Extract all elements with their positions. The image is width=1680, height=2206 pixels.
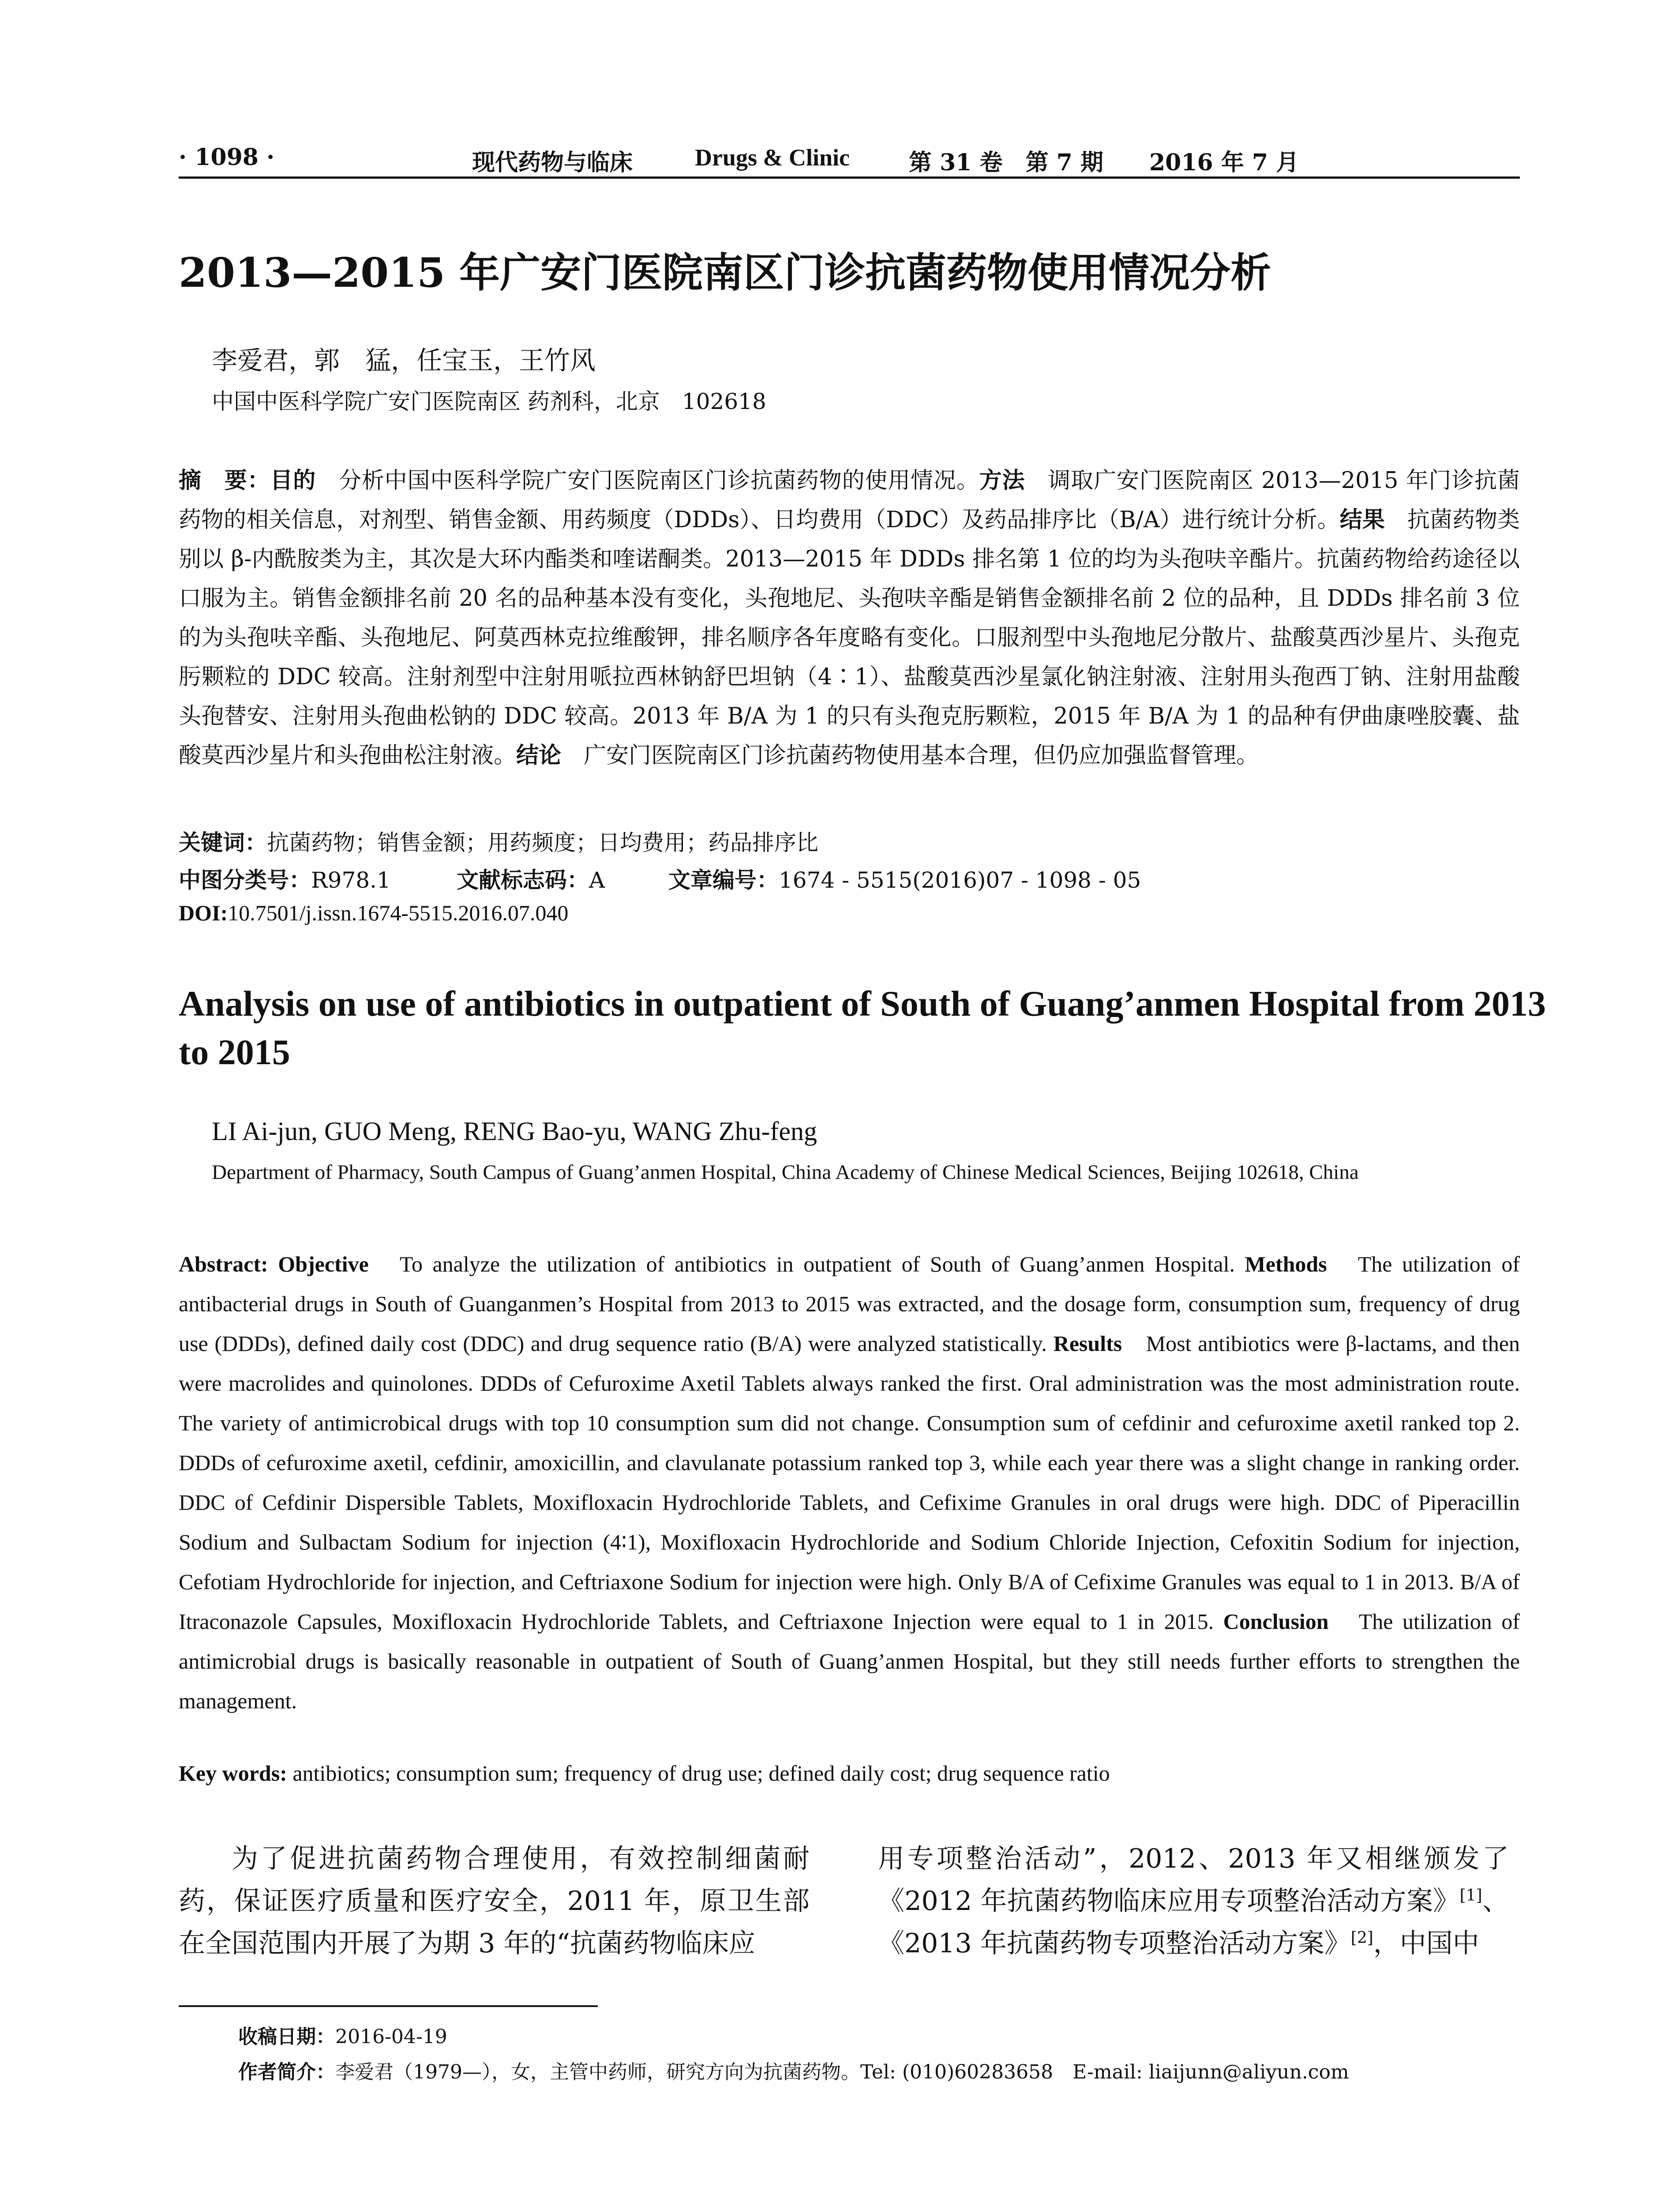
classification-line bbox=[179, 863, 1141, 894]
body-right-text-3: ，中国中 bbox=[1373, 1928, 1479, 1959]
keywords-cn bbox=[179, 825, 818, 857]
body-column-right bbox=[878, 1838, 1509, 1965]
results-text-en: Most antibiotics were β-lactams, and then were macrolides and quinolones. DDDs of Cefuroxime Axetil Tablets always ranked the first. Oral administration was the most administration route. The variety of antimicrobical drugs with top 10 consumption sum did not change. Consumption sum of cefdinir and cefuroxime axetil ranked top 2. DDDs of cefuroxime axetil, cefdinir, amoxicillin, and clavulanate potassium ranked top 3, while each year there was a slight change in ranking order. DDC of Cefdinir Dispersible Tablets, Moxifloxacin Hydrochloride Tablets, and Cefixime Granules in oral drugs were high. DDC of Piperacillin Sodium and Sulbactam Sodium for injection (4∶1), Moxifloxacin Hydrochloride and Sodium Chloride Injection, Cefoxitin Sodium for injection, Cefotiam Hydrochloride for injection, and Ceftriaxone Sodium for injection were high. Only B/A of Cefixime Granules was equal to 1 in 2013. B/A of Itraconazole Capsules, Moxifloxacin Hydrochloride Tablets, and Ceftriaxone Injection were equal to 1 in 2015. bbox=[179, 1331, 1520, 1634]
methods-text-en: The utilization of antibacterial drugs in South of Guanganmen’s Hospital from 2013 to 2015 was extracted, and the dosage form, consumption sum, frequency of drug use (DDDs), defined daily cost (DDC) and drug sequence ratio (B/A) were analyzed statistically. bbox=[179, 1252, 1520, 1356]
abstract-label-en: Abstract: bbox=[179, 1252, 268, 1276]
footnote-received bbox=[238, 2021, 447, 2049]
keywords-label-cn: 关键词： bbox=[179, 829, 267, 855]
doc-code-label: 文献标志码： bbox=[457, 867, 589, 893]
doi-line bbox=[179, 900, 568, 926]
authors-en: LI Ai-jun, GUO Meng, RENG Bao-yu, WANG Zhu-feng bbox=[212, 1117, 818, 1146]
title-cn: 2013—2015 年广安门医院南区门诊抗菌药物使用情况分析 bbox=[179, 249, 1271, 296]
keywords-en bbox=[179, 1760, 1110, 1786]
doc-code-value: A bbox=[589, 867, 605, 893]
citation-2[interactable]: [2] bbox=[1350, 1929, 1373, 1947]
results-label-en: Results bbox=[1053, 1331, 1122, 1356]
clc-label: 中图分类号： bbox=[179, 867, 311, 893]
received-label: 收稿日期： bbox=[238, 2026, 335, 2048]
citation-1[interactable]: [1] bbox=[1459, 1887, 1482, 1905]
abstract-cn bbox=[179, 461, 1520, 775]
issue-date: 2016 年 7 月 bbox=[1149, 149, 1299, 176]
results-text-cn: 抗菌药物类别以 β-内酰胺类为主，其次是大环内酯类和喹诺酮类。2013—2015 年 DDDs 排名第 1 位的均为头孢呋辛酯片。抗菌药物给药途径以口服为主。销售金额排名前 20 名的品种基本没有变化，头孢地尼、头孢呋辛酯是销售金额排名前 2 位的品种，且 DDDs 排名前 3 位的为头孢呋辛酯、头孢地尼、阿莫西林克拉维酸钾，排名顺序各年度略有变化。口服剂型中头孢地尼分散片、盐酸莫西沙星片、头孢克肟颗粒的 DDC 较高。注射剂型中注射用哌拉西林钠舒巴坦钠（4∶1）、盐酸莫西沙星氯化钠注射液、注射用头孢西丁钠、注射用盐酸头孢替安、注射用头孢曲松钠的 DDC 较高。2013 年 B/A 为 1 的只有头孢克肟颗粒，2015 年 B/A 为 1 的品种有伊曲康唑胶囊、盐酸莫西沙星片和头孢曲松注射液。 bbox=[179, 507, 1520, 769]
conclusion-label-cn: 结论 bbox=[516, 742, 562, 769]
doi-value[interactable]: 10.7501/j.issn.1674-5515.2016.07.040 bbox=[228, 900, 569, 925]
authors-cn: 李爱君，郭 猛，任宝玉，王竹风 bbox=[212, 345, 596, 375]
objective-text-cn: 分析中国中医科学院广安门医院南区门诊抗菌药物的使用情况。 bbox=[316, 468, 979, 494]
issue-info: 第 31 卷 第 7 期 bbox=[909, 149, 1103, 176]
conclusion-text-en: The utilization of antimicrobial drugs is basically reasonable in outpatient of South of Guang’anmen Hospital, but they still needs further efforts to strengthen the management. bbox=[179, 1609, 1520, 1713]
body-right-text-1: 用专项整治活动”，2012、2013 年又相继颁发了《2012 年抗菌药物临床应用专项整治活动方案》 bbox=[878, 1843, 1509, 1917]
footnote-divider bbox=[179, 2005, 598, 2007]
methods-label-cn: 方法 bbox=[979, 467, 1025, 494]
abstract-en bbox=[179, 1244, 1520, 1721]
methods-label-en: Methods bbox=[1245, 1252, 1327, 1276]
footnote-author-bio bbox=[238, 2056, 1349, 2084]
conclusion-label-en: Conclusion bbox=[1223, 1609, 1329, 1634]
objective-label-en: Objective bbox=[268, 1252, 369, 1276]
received-date: 2016-04-19 bbox=[335, 2026, 447, 2048]
methods-text-cn: 调取广安门医院南区 2013—2015 年门诊抗菌药物的相关信息，对剂型、销售金额、用药频度（DDDs）、日均费用（DDC）及药品排序比（B/A）进行统计分析。 bbox=[179, 468, 1520, 533]
bio-text: 李爱君（1979—），女，主管中药师，研究方向为抗菌药物。Tel: (010)60283658 E-mail: liaijunn@aliyun.com bbox=[335, 2061, 1349, 2083]
keywords-label-en: Key words: bbox=[179, 1761, 287, 1786]
bio-label: 作者简介： bbox=[238, 2061, 335, 2083]
affiliation-en: Department of Pharmacy, South Campus of Guang’anmen Hospital, China Academy of Chinese Medical Sciences, Beijing 102618, China bbox=[212, 1161, 1359, 1184]
running-header bbox=[179, 141, 1520, 179]
doi-label: DOI: bbox=[179, 900, 228, 925]
body-right-text-2: 、《2013 年抗菌药物专项整治活动方案》 bbox=[878, 1886, 1509, 1959]
objective-label-cn: 目的 bbox=[270, 467, 316, 494]
clc-value: R978.1 bbox=[311, 867, 391, 893]
title-en: Analysis on use of antibiotics in outpatient of South of Guang’anmen Hospital from 2013 to 2015 bbox=[179, 983, 1546, 1072]
page-number: · 1098 · bbox=[179, 144, 275, 171]
abstract-label-cn: 摘 要： bbox=[179, 467, 270, 494]
keywords-text-cn: 抗菌药物；销售金额；用药频度；日均费用；药品排序比 bbox=[267, 830, 818, 855]
objective-text-en: To analyze the utilization of antibiotics in outpatient of South of Guang’anmen Hospital. bbox=[368, 1252, 1245, 1276]
results-label-cn: 结果 bbox=[1339, 506, 1385, 533]
affiliation-cn: 中国中医科学院广安门医院南区 药剂科，北京 102618 bbox=[212, 389, 766, 414]
keywords-text-en: antibiotics; consumption sum; frequency of drug use; defined daily cost; drug sequence ratio bbox=[287, 1761, 1110, 1786]
journal-name-en: Drugs & Clinic bbox=[695, 144, 850, 171]
journal-name-cn: 现代药物与临床 bbox=[472, 149, 633, 176]
article-number-label: 文章编号： bbox=[668, 867, 779, 893]
article-number-value: 1674 - 5515(2016)07 - 1098 - 05 bbox=[779, 867, 1141, 893]
body-column-left: 为了促进抗菌药物合理使用，有效控制细菌耐药，保证医疗质量和医疗安全，2011 年，原卫生部在全国范围内开展了为期 3 年的“抗菌药物临床应 bbox=[179, 1843, 810, 1959]
conclusion-text-cn: 广安门医院南区门诊抗菌药物使用基本合理，但仍应加强监督管理。 bbox=[561, 743, 1259, 769]
